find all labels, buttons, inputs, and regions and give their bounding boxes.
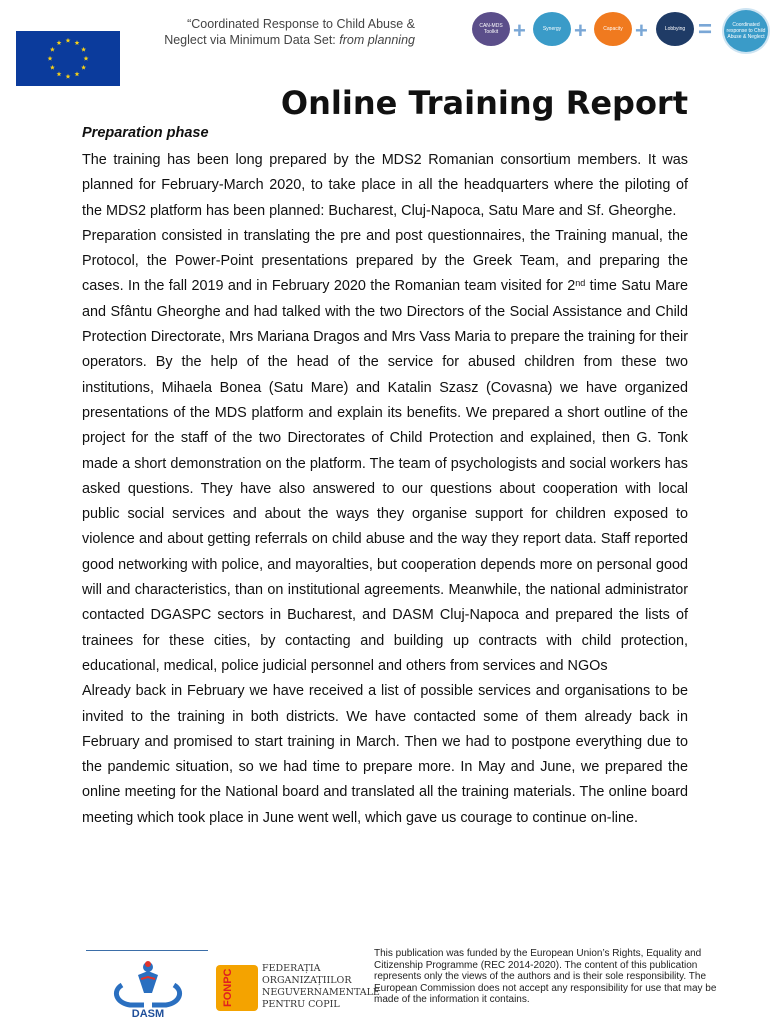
section-heading: Preparation phase — [82, 125, 209, 141]
paragraph: The training has been long prepared by the MDS2 Romanian consortium members. It was planned for February-March 2020, to take place in all the headquarters where the piloting of the MDS2 platform has been planned: Bucharest, Cluj-Napoca, Satu Mare and Sf. Gheorghe. — [82, 152, 688, 219]
fonpc-abbrev: FONPC — [222, 968, 234, 1007]
eu-funding-disclaimer: This publication was funded by the European Union’s Rights, Equality and Citizenship Programme (REC 2014-2020). The content of this publication represents only the views of the authors and is their sole responsibility. The European Commission does not accept any responsibility for use that may be made of the information it contains. — [374, 948, 717, 1005]
plus-icon: + — [574, 18, 587, 43]
lobbying-circle: Lobbying — [656, 12, 694, 46]
plus-icon: + — [635, 18, 648, 43]
report-body — [82, 148, 688, 831]
project-title-line1: “Coordinated Response to Child Abuse & — [187, 17, 415, 31]
paragraph: Already back in February we have received a list of possible services and organisations to be invited to the training in both districts. We have contacted some of them already back in February and promised to start training in March. Then we had to postpone everything due to the pandemic situation, so we had time to prepare more. In May and June, we prepared the online meeting for the National board and translated all the training materials. The online board meeting which took place in June went well, which gave us courage to continue on-line. — [82, 683, 688, 826]
plus-icon: + — [513, 18, 526, 43]
dasm-logo — [108, 955, 188, 1021]
fonpc-emblem — [216, 965, 258, 1011]
page-title: Online Training Report — [280, 84, 688, 122]
project-title-line2: Neglect via Minimum Data Set: from planning — [164, 33, 415, 47]
can-mds-toolkit-circle: CAN-MDS Toolkit — [472, 12, 510, 46]
project-title — [125, 16, 415, 48]
fonpc-name: FEDERAȚIA ORGANIZAȚIILOR NEGUVERNAMENTALE PENTRU COPIL — [262, 963, 380, 1010]
paragraph: Preparation consisted in translating the pre and post questionnaires, the Training manual, the Protocol, the Power-Point presentations prepared by the Greek Team, and preparing the cases. In the fall 2019 and in February 2020 the Romanian team visited for 2nd time Satu Mare and Sfântu Gheorghe and had talked with the two Directors of the Social Assistance and Child Protection Directorate, Mrs Mariana Dragos and Mrs Vass Maria to prepare the training for their operators. By the help of the head of the service for abused children from these two institutions, Mihaela Bonea (Satu Mare) and Katalin Szasz (Covasna) we have organized presentations of the MDS platform and explain its benefits. We prepared a short outline of the project for the staff of the two Directorates of Child Protection and explained, then G. Tonk made a short demonstration on the platform. The team of psychologists and social workers has asked questions. They have also answered to our questions about cooperation with local public social services and about the ways they organise support for children exposed to violence and about getting referrals on child abuse and the way they report data. Staff reported good networking with police, and mayoralties, but cooperation depends more on personal good will and characteristics, than on institutional agreements. Meanwhile, the national administrator contacted DGASPC sectors in Bucharest, and DASM Cluj-Napoca and prepared the lists of trainees for these cities, by contacting and building up contracts with child protection, educational, medical, police judicial personnel and others from services and NGOs — [82, 227, 689, 674]
project-equation-banner — [470, 8, 770, 52]
synergy-circle: Synergy — [533, 12, 571, 46]
eu-flag-logo — [16, 31, 120, 86]
coordinated-response-circle: Coordinated response to Child Abuse & Neglect — [722, 8, 770, 54]
dasm-label: DASM — [131, 1008, 165, 1020]
equals-icon: = — [698, 16, 713, 43]
capacity-circle: Capacity — [594, 12, 632, 46]
footer-divider — [86, 950, 208, 951]
fonpc-logo — [216, 963, 380, 1013]
